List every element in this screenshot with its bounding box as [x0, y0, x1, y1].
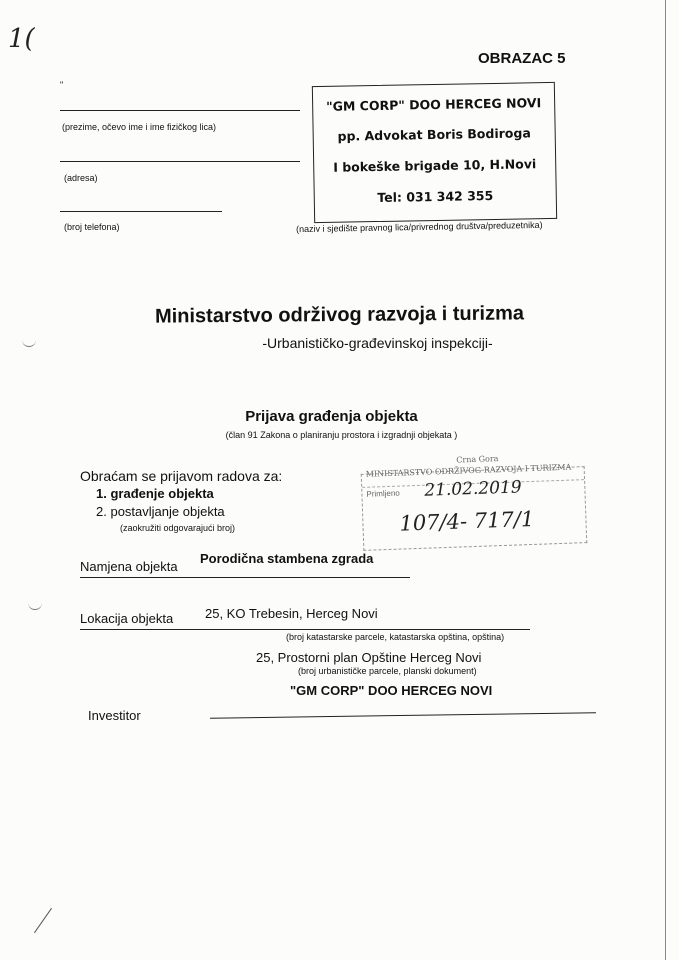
- form-number: OBRAZAC 5: [478, 50, 566, 67]
- option-2-label: postavljanje objekta: [110, 504, 225, 519]
- investor-value: "GM CORP" DOO HERCEG NOVI: [290, 683, 493, 698]
- works-hint: (zaokružiti odgovarajući broj): [120, 523, 236, 533]
- option-2: [96, 504, 225, 519]
- plan-caption: (broj urbanističke parcele, planski dokument): [298, 666, 477, 676]
- location-label: Lokacija objekta: [80, 611, 174, 626]
- company-name: "GM CORP" DOO HERCEG NOVI: [326, 95, 542, 114]
- company-stamp-box: [312, 82, 557, 223]
- purpose-label: Namjena objekta: [80, 559, 178, 574]
- address-line: [60, 161, 300, 162]
- purpose-value: Porodična stambena zgrada: [200, 551, 374, 566]
- company-contact: pp. Advokat Boris Bodiroga: [337, 125, 531, 144]
- scan-edge-right: [665, 0, 666, 960]
- ministry-name: Ministarstvo održivog razvoja i turizma: [154, 302, 525, 328]
- investor-line: [210, 712, 596, 718]
- location-caption: (broj katastarske parcele, katastarska opština, opština): [286, 632, 505, 642]
- phone-line: [60, 211, 222, 212]
- stamp-date: 21.02.2019: [424, 477, 522, 501]
- location-value: 25, KO Trebesin, Herceg Novi: [205, 606, 378, 621]
- option-2-number: 2.: [96, 504, 107, 519]
- document-title: Prijava građenja objekta: [245, 408, 418, 425]
- punch-hole-mark: [22, 338, 36, 347]
- purpose-line: [80, 577, 410, 578]
- name-line: [60, 110, 300, 111]
- received-stamp: [361, 454, 588, 551]
- stamp-received-label: Primljeno: [366, 488, 400, 499]
- location-line: [80, 629, 530, 630]
- option-1-number: 1.: [96, 486, 107, 501]
- address-caption: (adresa): [64, 173, 98, 183]
- department-name: -Urbanističko-građevinskoj inspekciji-: [262, 335, 493, 351]
- punch-hole-mark: [28, 601, 42, 610]
- margin-handwritten-mark: 1(: [8, 24, 35, 54]
- stamp-ref-number: 107/4- 717/1: [399, 506, 535, 536]
- scan-edge-mark: [34, 908, 52, 933]
- legal-basis: (član 91 Zakona o planiranju prostora i izgradnji objekata ): [225, 430, 458, 440]
- works-intro: Obraćam se prijavom radova za:: [80, 468, 283, 484]
- legal-entity-caption: (naziv i sjedište pravnog lica/privrednog društva/preduzetnika): [295, 219, 543, 235]
- plan-value: 25, Prostorni plan Opštine Herceg Novi: [256, 650, 482, 665]
- company-street: I bokeške brigade 10, H.Novi: [333, 156, 537, 175]
- company-phone: Tel: 031 342 355: [377, 187, 494, 206]
- name-caption: (prezime, očevo ime i ime fizičkog lica): [62, 122, 217, 132]
- investor-label: Investitor: [88, 708, 141, 723]
- tiny-mark: ": [60, 80, 64, 90]
- option-1-label: građenje objekta: [110, 486, 214, 501]
- option-1: [96, 486, 214, 501]
- stamp-country: Crna Gora: [456, 454, 499, 465]
- stamp-ministry: MINISTARSTVO ODRŽIVOG RAZVOJA I TURIZMA: [365, 462, 572, 479]
- phone-caption: (broj telefona): [64, 222, 120, 232]
